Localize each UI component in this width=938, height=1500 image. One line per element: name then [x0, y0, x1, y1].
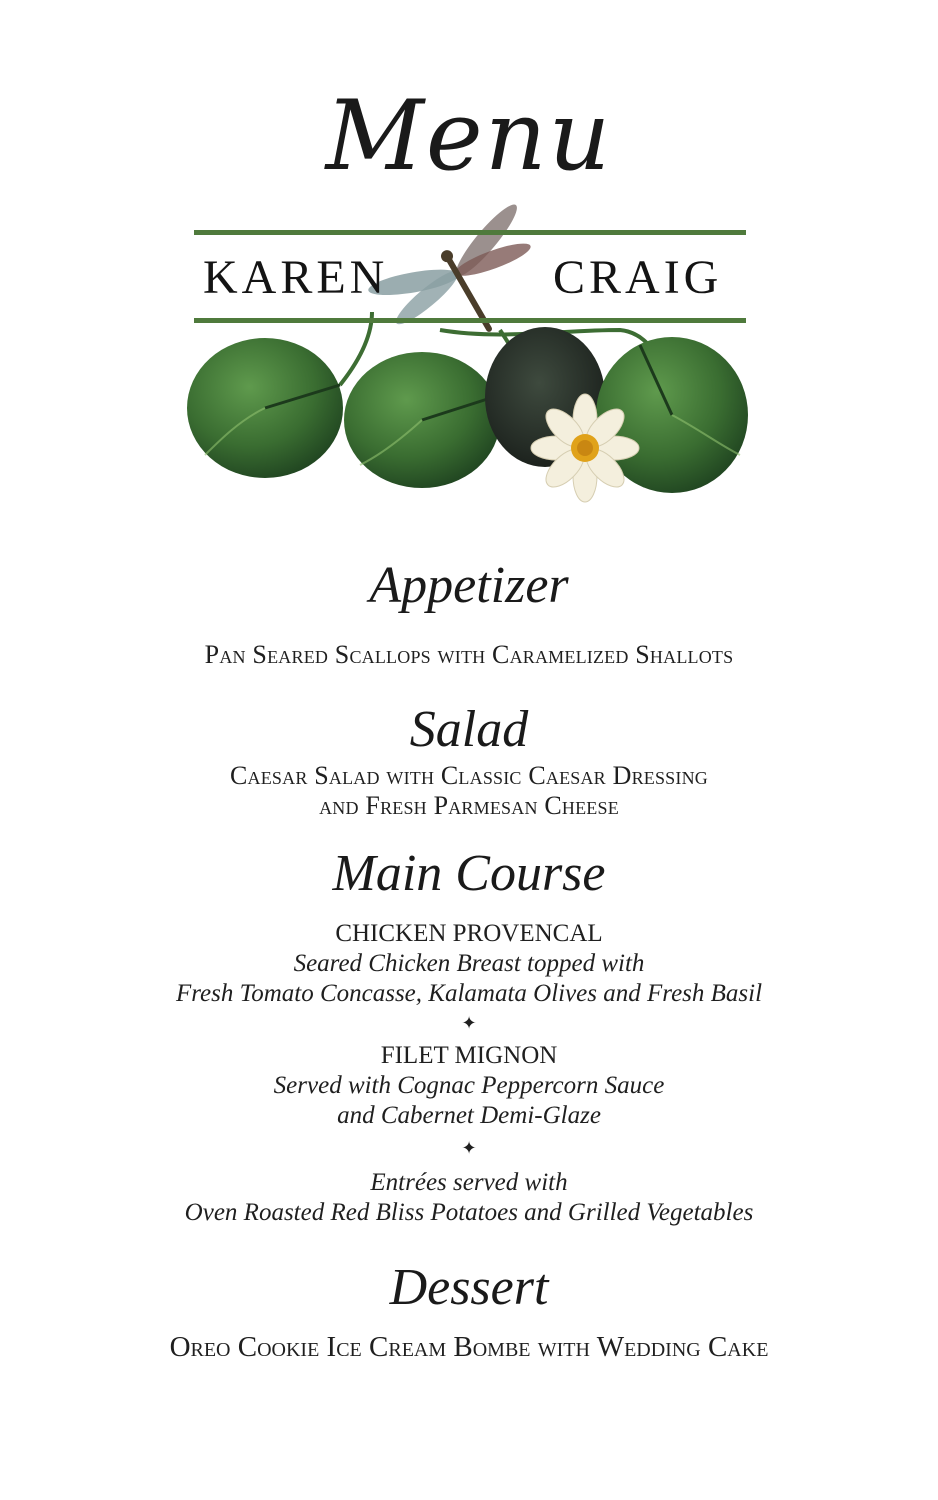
header-rule-bottom — [194, 318, 746, 323]
diamond-separator-1: ✦ — [461, 1013, 477, 1034]
dish-chicken-desc-1: Seared Chicken Breast topped with — [293, 950, 645, 977]
menu-header — [0, 0, 938, 520]
dessert-item: Oreo Cookie Ice Cream Bombe with Wedding Cake — [169, 1331, 769, 1363]
dessert-heading: Dessert — [389, 1259, 549, 1316]
lily-pad-illustration — [0, 0, 938, 520]
sides-line-2: Oven Roasted Red Bliss Potatoes and Grilled Vegetables — [184, 1199, 754, 1226]
dish-filet-name: FILET MIGNON — [380, 1042, 558, 1069]
main-course-heading: Main Course — [332, 845, 606, 902]
lily-pad-1 — [187, 338, 343, 478]
diamond-separator-2: ✦ — [461, 1138, 477, 1159]
appetizer-heading: Appetizer — [369, 557, 569, 614]
lily-pad-2 — [344, 352, 500, 488]
name-right: CRAIG — [553, 251, 723, 304]
header-rule-top — [194, 230, 746, 235]
dish-chicken-desc-2: Fresh Tomato Concasse, Kalamata Olives and Fresh Basil — [175, 980, 763, 1007]
salad-line-1: Caesar Salad with Classic Caesar Dressing — [230, 761, 708, 790]
salad-line-2: and Fresh Parmesan Cheese — [319, 791, 619, 820]
dish-filet-desc-2: and Cabernet Demi-Glaze — [337, 1102, 601, 1129]
dish-filet-desc-1: Served with Cognac Peppercorn Sauce — [273, 1072, 665, 1099]
salad-heading: Salad — [409, 701, 529, 758]
sides-line-1: Entrées served with — [370, 1169, 568, 1196]
appetizer-item: Pan Seared Scallops with Caramelized Shallots — [204, 640, 734, 669]
menu-title: Menu — [325, 80, 613, 192]
dish-chicken-name: CHICKEN PROVENCAL — [335, 920, 603, 947]
name-left: KAREN — [203, 251, 389, 304]
